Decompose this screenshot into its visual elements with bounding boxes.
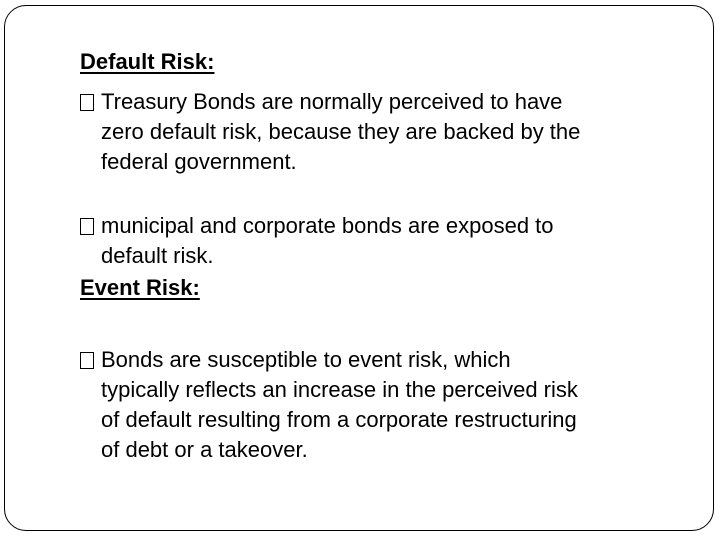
bullet-event-risk xyxy=(80,345,690,465)
bullet-line: of default resulting from a corporate restructuring xyxy=(101,407,577,432)
event-risk-heading: Event Risk: xyxy=(80,275,200,300)
bullet-treasury-bonds xyxy=(80,87,690,177)
bullet-line: typically reflects an increase in the perceived risk xyxy=(101,377,578,402)
bullet-line: zero default risk, because they are backed by the xyxy=(101,119,581,144)
bullet-municipal-corporate-bonds xyxy=(80,211,690,271)
square-bullet-icon xyxy=(80,94,94,111)
square-bullet-icon xyxy=(80,352,94,369)
bullet-line: Bonds are susceptible to event risk, which xyxy=(101,347,511,372)
bullet-line: federal government. xyxy=(101,149,297,174)
bullet-line: municipal and corporate bonds are exposed to xyxy=(101,213,554,238)
bullet-line: default risk. xyxy=(101,243,214,268)
slide-content xyxy=(80,48,690,465)
square-bullet-icon xyxy=(80,218,94,235)
bullet-line: of debt or a takeover. xyxy=(101,437,308,462)
bullet-line: Treasury Bonds are normally perceived to have xyxy=(101,89,563,114)
default-risk-heading: Default Risk: xyxy=(80,49,215,74)
